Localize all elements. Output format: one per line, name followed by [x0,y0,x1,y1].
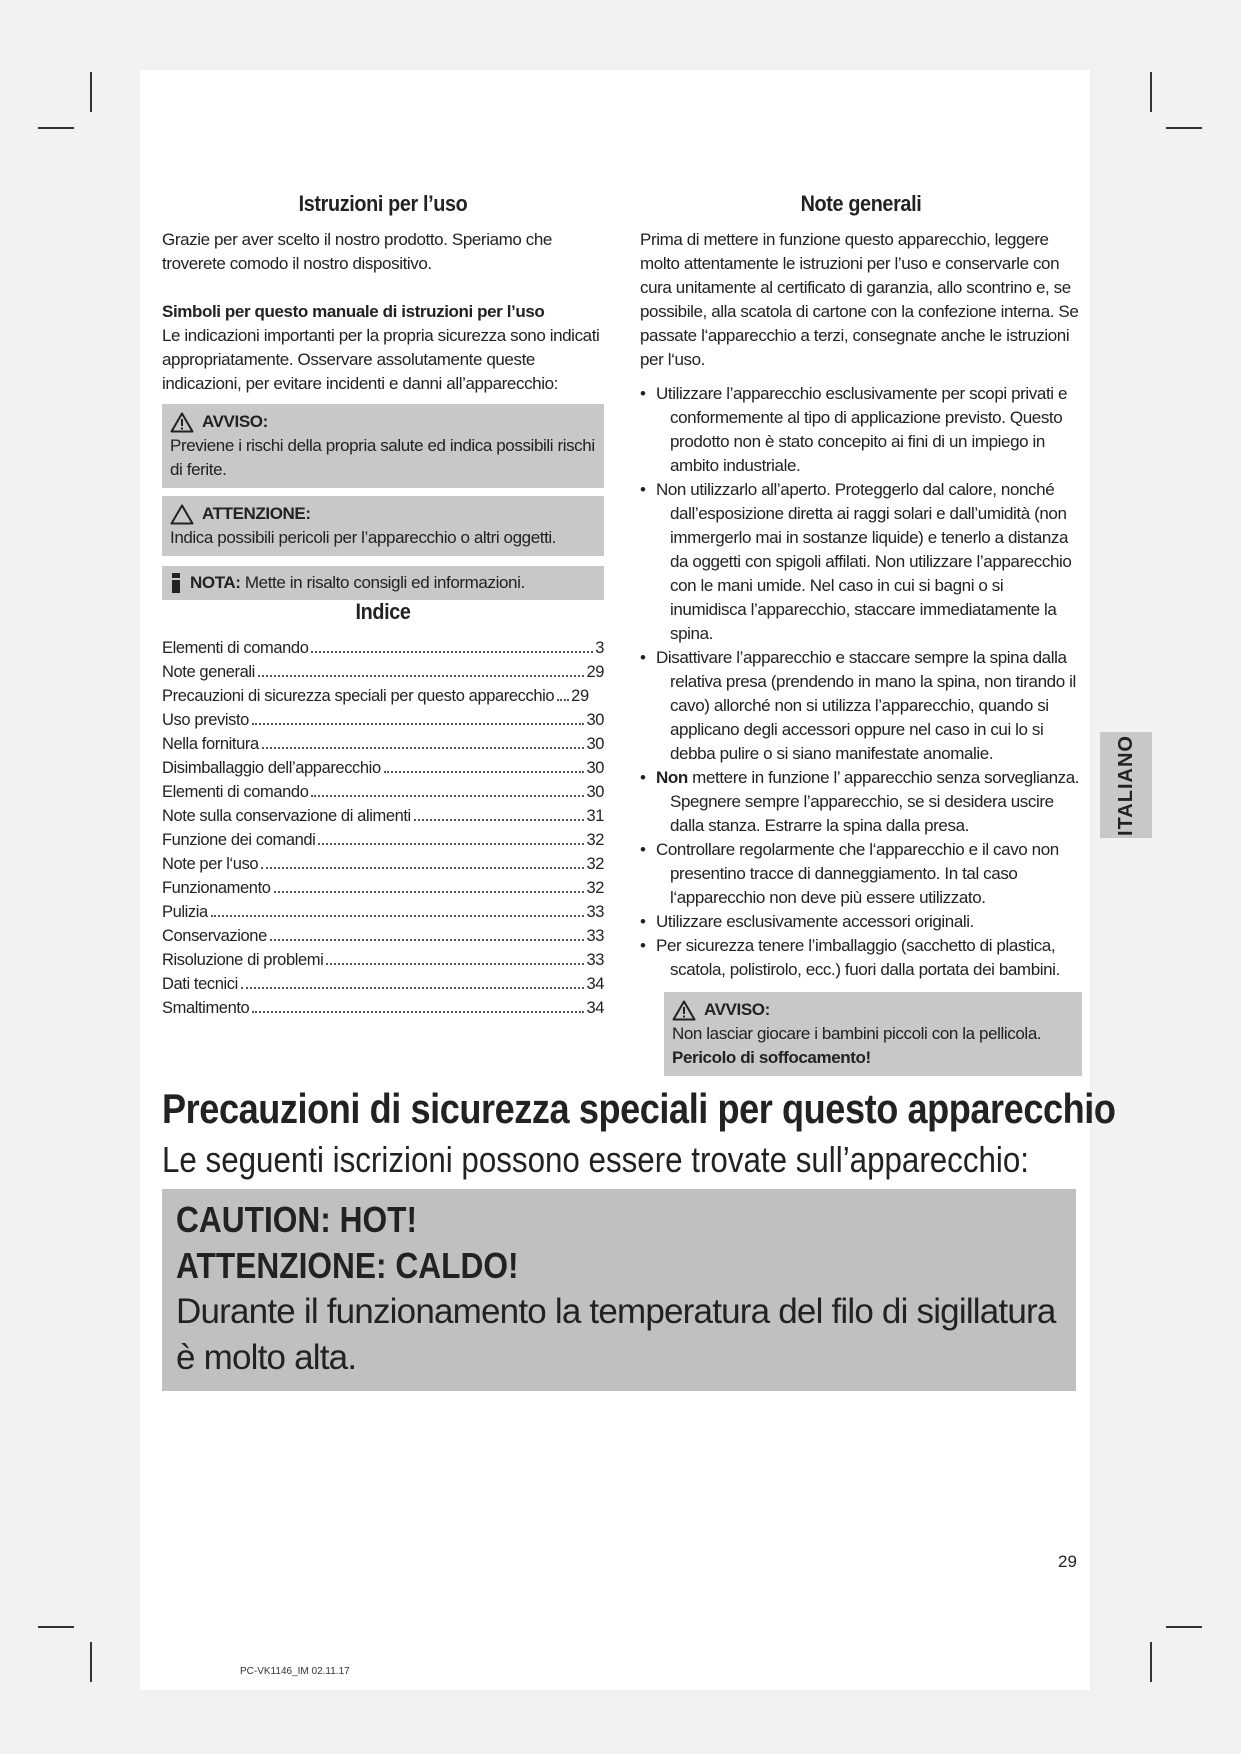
crop-mark [1166,1626,1202,1628]
language-tab [1100,732,1152,838]
crop-mark [38,1626,74,1628]
list-item: • Utilizzare esclusivamente accessori originali. [640,910,1082,934]
packaging-warning-label: AVVISO: [704,1000,770,1019]
toc-entry[interactable]: Funzionamento 32 [162,879,604,897]
warning-header [170,410,596,434]
warning-label: AVVISO: [202,412,268,431]
info-icon [170,572,182,594]
toc-entry[interactable]: Dati tecnici 34 [162,975,604,993]
crop-mark [90,1642,92,1682]
special-safety-section [162,1085,1116,1391]
toc-entry[interactable]: Nella fornitura 30 [162,735,604,753]
list-item: • Controllare regolarmente che l‘apparecchio e il cavo non presentino tracce di danneggiamento. In tal caso l‘apparecchio non deve più essere utilizzato. [640,838,1082,910]
packaging-warning-text: Non lasciar giocare i bambini piccoli con la pellicola. [672,1024,1042,1043]
list-item: • Per sicurezza tenere l’imballaggio (sacchetto di plastica, scatola, polistirolo, ecc.) fuori dalla portata dei bambini. [640,934,1082,982]
toc-entry[interactable]: Pulizia 33 [162,903,604,921]
warning-text: Previene i rischi della propria salute ed indica possibili rischi di ferite. [170,436,595,479]
non-bold: Non [656,768,688,787]
toc-entry[interactable]: Elementi di comando 3 [162,639,604,657]
crop-mark [1166,127,1202,129]
safety-title: Precauzioni di sicurezza speciali per questo apparecchio [162,1085,1116,1132]
toc-entry[interactable]: Precauzioni di sicurezza speciali per questo apparecchio 29 [162,687,589,705]
toc-entry[interactable]: Conservazione 33 [162,927,604,945]
warning-box [162,404,604,488]
caution-hot-it: ATTENZIONE: CALDO! [176,1245,519,1286]
list-item [640,766,1082,838]
caution-triangle-icon [170,504,194,525]
warning-triangle-icon [170,412,194,433]
toc-entry[interactable]: Note generali 29 [162,663,604,681]
caution-label: ATTENZIONE: [202,504,311,523]
hot-warning-box [162,1189,1076,1391]
general-notes-intro: Prima di mettere in funzione questo apparecchio, leggere molto attentamente le istruzioni per l’uso e conservarle con cura unitamente al certificato di garanzia, allo scontrino e, se possibile, alla scatola di cartone con la confezione interna. Se passate l‘apparecchio a terzi, consegnate anche le istruzioni per l‘uso. [640,230,1079,369]
caution-text: Indica possibili pericoli per l’apparecchio o altri oggetti. [170,528,557,547]
note-line [170,571,596,595]
list-item: • Disattivare l’apparecchio e staccare sempre la spina dalla relativa presa (prendendo in mano la spina, non tirando il cavo) allorché non si utilizza l’apparecchio, quando si applicano degli accessori oppure nel caso in cui lo si debba pulire o si siano manifestate anomalie. [640,646,1082,766]
toc-entry[interactable]: Funzione dei comandi 32 [162,831,604,849]
hot-warning-text: Durante il funzionamento la temperatura del filo di sigillatura è molto alta. [176,1292,1056,1377]
packaging-warning-header [672,998,1074,1022]
packaging-warning-bold: Pericolo di soffocamento! [672,1048,871,1067]
warning-triangle-icon [672,1000,696,1021]
note-text: Mette in risalto consigli ed informazioni. [244,573,525,592]
note-box [162,566,604,600]
table-of-contents [162,636,604,1020]
footer-code: PC-VK1146_IM 02.11.17 [240,1666,350,1677]
symbols-heading: Simboli per questo manuale di istruzioni per l’uso [162,302,545,321]
toc-entry[interactable]: Note per l‘uso 32 [162,855,604,873]
packaging-warning-box [664,992,1082,1076]
toc-entry[interactable]: Elementi di comando 30 [162,783,604,801]
index-title: Indice [355,599,411,624]
list-item: • Utilizzare l’apparecchio esclusivamente per scopi privati e conformemente al tipo di applicazione previsto. Questo prodotto non è stato concepito ai fini di un impiego in ambito industriale. [640,382,1082,478]
safety-intro: Le seguenti iscrizioni possono essere trovate sull’apparecchio: [162,1139,1030,1180]
toc-entry[interactable]: Smaltimento 34 [162,999,604,1017]
crop-mark [1150,72,1152,112]
symbols-text: Le indicazioni importanti per la propria sicurezza sono indicati appropriatamente. Osservare assolutamente queste indicazioni, per evitare incidenti e danni all’apparecchio: [162,326,600,393]
crop-mark [90,72,92,112]
general-notes-title: Note generali [800,191,922,216]
caution-box [162,496,604,556]
note-label: NOTA: [190,573,241,592]
right-column [640,192,1082,1076]
toc-entry[interactable]: Uso previsto 30 [162,711,604,729]
toc-entry[interactable]: Disimballaggio dell’apparecchio 30 [162,759,604,777]
safety-bullet-list [640,382,1082,982]
crop-mark [1150,1642,1152,1682]
list-item: • Non utilizzarlo all’aperto. Proteggerlo dal calore, nonché dall’esposizione diretta ai raggi solari e dall’umidità (non immergerlo mai in sostanze liquide) e tenerlo a distanza da oggetti con spigoli affilati. Non utilizzare l’apparecchio con le mani umide. Nel caso in cui si bagni o si inumidisca l’apparecchio, staccare immediatamente la spina. [640,478,1082,646]
crop-mark [38,127,74,129]
toc-entry[interactable]: Risoluzione di problemi 33 [162,951,604,969]
toc-entry[interactable]: Note sulla conservazione di alimenti 31 [162,807,604,825]
instructions-title: Istruzioni per l’uso [298,191,468,216]
non-text: mettere in funzione l’ apparecchio senza sorveglianza. Spegnere sempre l’apparecchio, se si desidera uscire dalla stanza. Estrarre la spina dalla presa. [670,768,1080,835]
page-number: 29 [1058,1552,1077,1571]
caution-hot-en: CAUTION: HOT! [176,1199,418,1240]
intro-text: Grazie per aver scelto il nostro prodotto. Speriamo che troverete comodo il nostro dispositivo. [162,230,552,273]
language-tab-label: ITALIANO [1114,734,1137,836]
left-column [162,192,604,1020]
caution-header [170,502,596,526]
